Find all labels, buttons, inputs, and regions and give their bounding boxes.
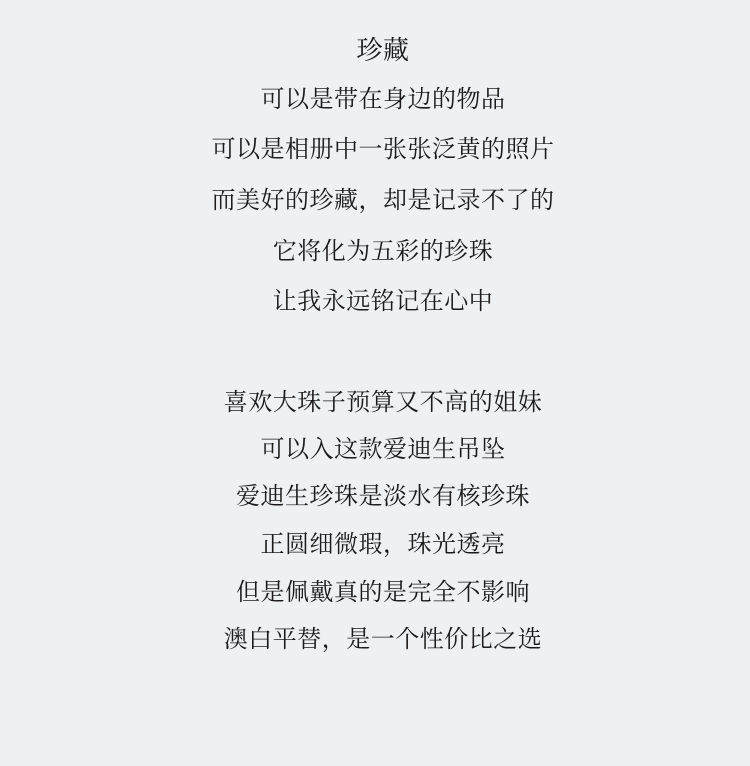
- poem-line: 但是佩戴真的是完全不影响: [236, 579, 530, 606]
- poem-title: 珍藏: [356, 35, 410, 65]
- poem-line: 让我永远铭记在心中: [272, 288, 494, 315]
- poem-line: 可以入这款爱迪生吊坠: [260, 436, 506, 463]
- poem-line: 喜欢大珠子预算又不高的姐妹: [223, 389, 543, 416]
- poem-line: 它将化为五彩的珍珠: [272, 238, 494, 265]
- poem-line: 正圆细微瑕，珠光透亮: [260, 531, 506, 558]
- poem-line: 爱迪生珍珠是淡水有核珍珠: [236, 483, 530, 510]
- poem-line: 可以是带在身边的物品: [260, 86, 506, 113]
- poem-line: 可以是相册中一张张泛黄的照片: [211, 136, 555, 163]
- poem-line: 澳白平替，是一个性价比之选: [223, 626, 543, 653]
- poem-line: 而美好的珍藏，却是记录不了的: [211, 187, 555, 214]
